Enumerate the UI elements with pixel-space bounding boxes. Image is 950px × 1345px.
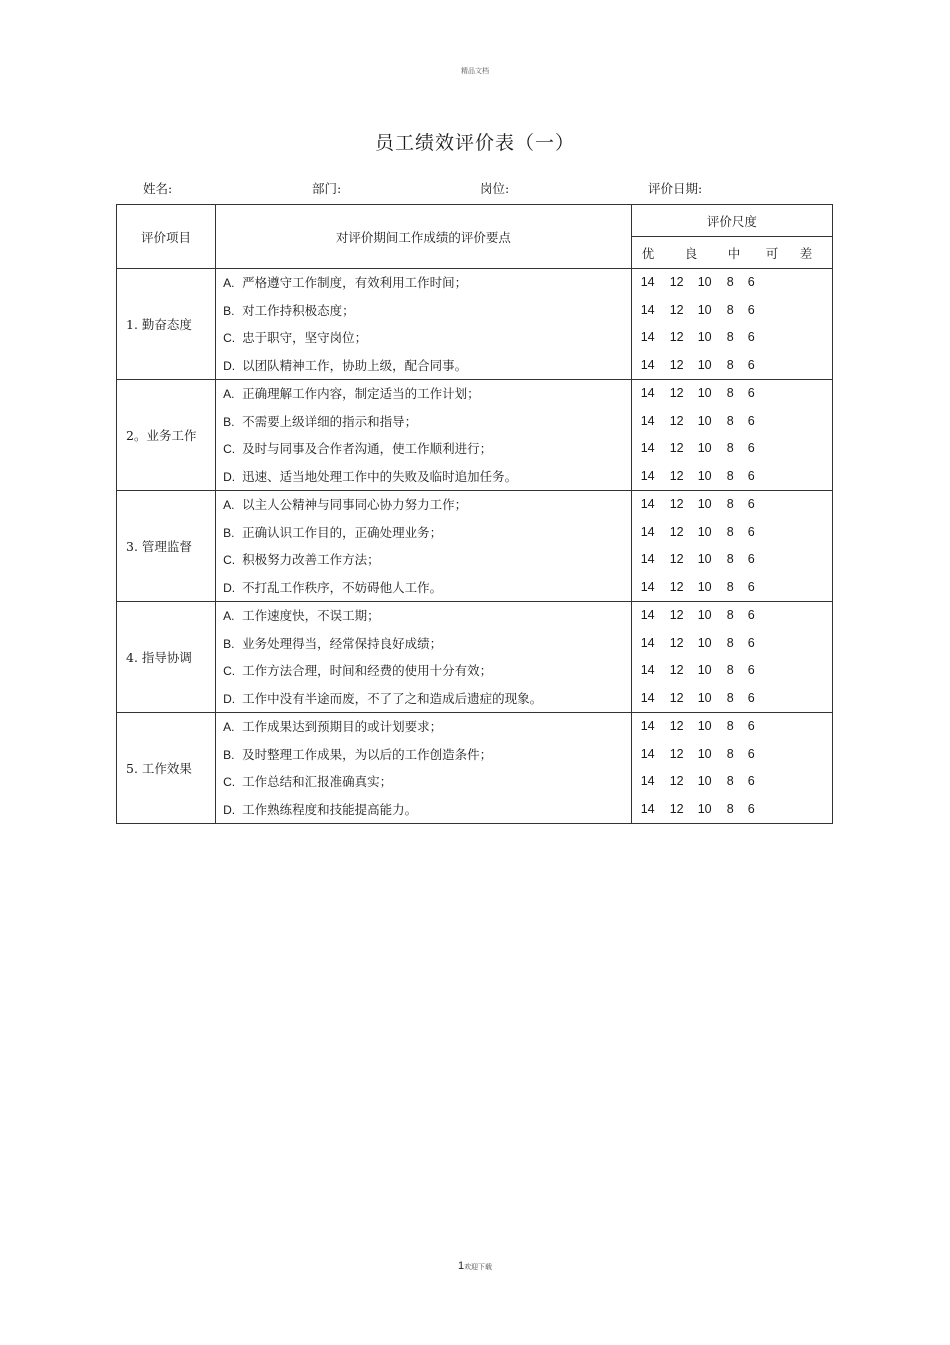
score-option: 10: [697, 302, 712, 317]
score-option: 14: [640, 275, 655, 289]
evaluation-point: [216, 741, 631, 769]
evaluation-point: [216, 796, 631, 824]
score-option: 6: [747, 386, 755, 400]
score-option: 14: [640, 719, 655, 733]
score-option: 12: [669, 774, 684, 788]
evaluation-point: [216, 602, 631, 630]
score-option: 6: [747, 441, 755, 455]
score-option: 12: [669, 608, 684, 622]
score-row: [632, 435, 832, 463]
score-option: 8: [726, 357, 734, 372]
evaluation-point: [216, 352, 631, 380]
page-footer: [0, 1260, 950, 1272]
score-option: 10: [697, 497, 712, 511]
score-scale: [631, 269, 832, 380]
evaluation-point: [216, 435, 631, 463]
score-row: [632, 352, 832, 380]
score-option: 12: [669, 719, 684, 733]
evaluation-point: [216, 519, 631, 547]
evaluation-point: [216, 269, 631, 297]
score-option: 6: [747, 357, 755, 372]
evaluation-point: [216, 768, 631, 796]
category-row: [117, 713, 833, 824]
score-option: 14: [640, 608, 655, 622]
evaluation-point: [216, 574, 631, 602]
evaluation-point: [216, 630, 631, 658]
evaluation-point: [216, 546, 631, 574]
point-text: 以团队精神工作，协助上级，配合同事。: [242, 357, 468, 373]
point-letter: B.: [223, 525, 235, 540]
grade-label: 良: [684, 246, 698, 261]
score-option: 12: [669, 579, 684, 594]
score-option: 8: [726, 524, 734, 539]
score-row: [632, 685, 832, 713]
score-option: 10: [697, 608, 712, 622]
score-scale: [631, 602, 832, 713]
point-text: 工作熟练程度和技能提高能力。: [242, 801, 418, 817]
score-option: 6: [747, 635, 755, 650]
score-option: 12: [669, 497, 684, 511]
category-name: 3. 管理监督: [117, 491, 216, 602]
point-text: 业务处理得当，经常保持良好成绩；: [242, 635, 443, 651]
score-option: 8: [726, 746, 734, 761]
page-title: 员工绩效评价表（一）: [374, 132, 575, 154]
score-row: [632, 713, 832, 741]
score-option: 14: [640, 330, 655, 344]
score-option: 8: [726, 635, 734, 650]
score-option: 10: [697, 330, 712, 344]
evaluation-point: [216, 713, 631, 741]
evaluation-point: [216, 657, 631, 685]
point-text: 工作中没有半途而废，不了了之和造成后遗症的现象。: [242, 690, 543, 706]
score-scale: [631, 380, 832, 491]
score-option: 10: [697, 635, 712, 650]
header-item: 评价项目: [117, 205, 216, 269]
header-points: 对评价期间工作成绩的评价要点: [216, 205, 632, 269]
post-label: 岗位:: [480, 181, 510, 196]
score-option: 14: [640, 413, 655, 428]
date-label: 评价日期:: [648, 181, 703, 196]
point-letter: C.: [223, 331, 236, 345]
score-option: 8: [726, 468, 734, 483]
point-letter: D.: [223, 469, 236, 484]
score-option: 6: [747, 552, 755, 566]
point-text: 严格遵守工作制度，有效利用工作时间；: [242, 275, 468, 290]
score-option: 12: [669, 275, 684, 289]
score-option: 10: [697, 746, 712, 761]
score-option: 8: [726, 774, 734, 788]
score-option: 8: [726, 413, 734, 428]
score-option: 6: [747, 579, 755, 594]
evaluation-point: [216, 297, 631, 325]
dept-label: 部门:: [312, 181, 342, 196]
score-option: 14: [640, 746, 655, 761]
point-letter: A.: [223, 720, 235, 734]
score-option: 14: [640, 635, 655, 650]
point-letter: C.: [223, 775, 236, 789]
point-text: 对工作持积极态度；: [242, 302, 355, 318]
score-option: 10: [697, 579, 712, 594]
score-option: 12: [669, 330, 684, 344]
score-option: 6: [747, 746, 755, 761]
score-option: 6: [747, 524, 755, 539]
point-letter: C.: [223, 664, 236, 678]
point-text: 工作成果达到预期目的或计划要求；: [242, 719, 443, 734]
grade-label: 中: [727, 246, 741, 261]
score-option: 6: [747, 608, 755, 622]
evaluation-point: [216, 408, 631, 436]
score-option: 8: [726, 690, 734, 705]
point-letter: B.: [223, 747, 235, 762]
score-option: 12: [669, 302, 684, 317]
score-option: 8: [726, 497, 734, 511]
evaluation-point: [216, 380, 631, 408]
grade-label: 差: [799, 246, 813, 261]
evaluation-points: [216, 380, 632, 491]
score-option: 12: [669, 801, 684, 816]
evaluation-point: [216, 685, 631, 713]
score-option: 12: [669, 552, 684, 566]
point-letter: D.: [223, 358, 236, 373]
score-option: 8: [726, 330, 734, 344]
score-row: [632, 491, 832, 519]
score-option: 8: [726, 608, 734, 622]
point-letter: A.: [223, 498, 235, 512]
evaluation-point: [216, 491, 631, 519]
score-option: 10: [697, 357, 712, 372]
score-row: [632, 630, 832, 658]
score-option: 12: [669, 524, 684, 539]
score-option: 8: [726, 801, 734, 816]
score-row: [632, 463, 832, 491]
score-option: 10: [697, 275, 712, 289]
score-scale: [631, 491, 832, 602]
score-option: 6: [747, 774, 755, 788]
score-option: 6: [747, 330, 755, 344]
score-option: 14: [640, 497, 655, 511]
score-option: 12: [669, 746, 684, 761]
score-option: 14: [640, 801, 655, 816]
table-header-row: [117, 205, 833, 237]
score-option: 10: [697, 413, 712, 428]
score-option: 6: [747, 468, 755, 483]
point-letter: D.: [223, 802, 236, 817]
score-row: [632, 574, 832, 602]
point-letter: A.: [223, 387, 235, 401]
point-letter: B.: [223, 636, 235, 651]
point-letter: A.: [223, 609, 235, 623]
score-option: 6: [747, 413, 755, 428]
point-letter: D.: [223, 580, 236, 595]
category-name: 4. 指导协调: [117, 602, 216, 713]
score-option: 12: [669, 663, 684, 677]
point-letter: B.: [223, 414, 235, 429]
score-option: 10: [697, 552, 712, 566]
category-row: [117, 380, 833, 491]
category-row: [117, 269, 833, 380]
score-option: 12: [669, 441, 684, 455]
point-text: 忠于职守，坚守岗位；: [242, 330, 368, 345]
point-text: 工作总结和汇报准确真实；: [242, 774, 393, 789]
evaluation-points: [216, 602, 632, 713]
score-option: 8: [726, 302, 734, 317]
point-text: 正确认识工作目的，正确处理业务；: [242, 524, 443, 540]
score-row: [632, 796, 832, 824]
score-option: 8: [726, 441, 734, 455]
score-row: [632, 297, 832, 325]
score-option: 12: [669, 635, 684, 650]
score-row: [632, 324, 832, 352]
score-option: 10: [697, 719, 712, 733]
score-row: [632, 657, 832, 685]
evaluation-point: [216, 324, 631, 352]
score-option: 10: [697, 774, 712, 788]
score-option: 10: [697, 386, 712, 400]
evaluation-points: [216, 269, 632, 380]
score-option: 6: [747, 719, 755, 733]
score-option: 6: [747, 690, 755, 705]
score-option: 8: [726, 579, 734, 594]
evaluation-table: [116, 204, 833, 824]
page-number: 1: [457, 1260, 465, 1272]
score-row: [632, 602, 832, 630]
point-text: 工作方法合理，时间和经费的使用十分有效；: [242, 663, 493, 678]
score-option: 12: [669, 413, 684, 428]
score-option: 14: [640, 552, 655, 566]
score-option: 12: [669, 468, 684, 483]
score-row: [632, 519, 832, 547]
score-option: 10: [697, 524, 712, 539]
point-text: 及时整理工作成果，为以后的工作创造条件；: [242, 746, 493, 762]
footer-text: 欢迎下载: [464, 1263, 493, 1271]
grade-label: 优: [641, 246, 655, 261]
score-option: 8: [726, 386, 734, 400]
score-option: 6: [747, 275, 755, 289]
point-text: 不打乱工作秩序，不妨碍他人工作。: [242, 579, 443, 595]
score-option: 12: [669, 386, 684, 400]
score-option: 14: [640, 302, 655, 317]
score-row: [632, 741, 832, 769]
score-option: 6: [747, 663, 755, 677]
score-option: 14: [640, 357, 655, 372]
score-option: 14: [640, 690, 655, 705]
score-option: 14: [640, 386, 655, 400]
score-option: 10: [697, 441, 712, 455]
score-option: 6: [747, 302, 755, 317]
point-letter: C.: [223, 442, 236, 456]
score-option: 8: [726, 663, 734, 677]
score-option: 14: [640, 774, 655, 788]
point-letter: D.: [223, 691, 236, 706]
score-option: 14: [640, 441, 655, 455]
category-row: [117, 602, 833, 713]
point-letter: A.: [223, 276, 235, 290]
score-scale: [631, 713, 832, 824]
score-option: 8: [726, 719, 734, 733]
score-option: 6: [747, 801, 755, 816]
score-row: [632, 546, 832, 574]
score-option: 8: [726, 275, 734, 289]
score-option: 10: [697, 663, 712, 677]
score-option: 10: [697, 690, 712, 705]
name-label: 姓名:: [143, 181, 173, 196]
header-grades: [631, 237, 832, 269]
score-option: 14: [640, 524, 655, 539]
point-letter: C.: [223, 553, 236, 567]
category-name: 2。业务工作: [117, 380, 216, 491]
point-text: 工作速度快，不误工期；: [242, 608, 380, 623]
header-scale: 评价尺度: [631, 205, 832, 237]
point-letter: B.: [223, 303, 235, 318]
header-note: 精品文档: [461, 67, 489, 75]
score-option: 12: [669, 357, 684, 372]
point-text: 积极努力改善工作方法；: [242, 552, 380, 567]
evaluation-point: [216, 463, 631, 491]
score-row: [632, 380, 832, 408]
score-row: [632, 408, 832, 436]
point-text: 及时与同事及合作者沟通，使工作顺利进行；: [242, 441, 493, 456]
score-option: 6: [747, 497, 755, 511]
point-text: 正确理解工作内容，制定适当的工作计划；: [242, 386, 480, 401]
score-option: 10: [697, 801, 712, 816]
score-option: 10: [697, 468, 712, 483]
score-row: [632, 269, 832, 297]
point-text: 不需要上级详细的指示和指导；: [242, 413, 418, 429]
category-row: [117, 491, 833, 602]
score-option: 14: [640, 468, 655, 483]
point-text: 迅速、适当地处理工作中的失败及临时追加任务。: [242, 468, 518, 484]
category-name: 1. 勤奋态度: [117, 269, 216, 380]
score-option: 14: [640, 663, 655, 677]
evaluation-points: [216, 491, 632, 602]
point-text: 以主人公精神与同事同心协力努力工作；: [242, 497, 468, 512]
score-option: 14: [640, 579, 655, 594]
score-option: 12: [669, 690, 684, 705]
score-row: [632, 768, 832, 796]
grade-label: 可: [765, 246, 779, 261]
score-option: 8: [726, 552, 734, 566]
category-name: 5. 工作效果: [117, 713, 216, 824]
evaluation-points: [216, 713, 632, 824]
